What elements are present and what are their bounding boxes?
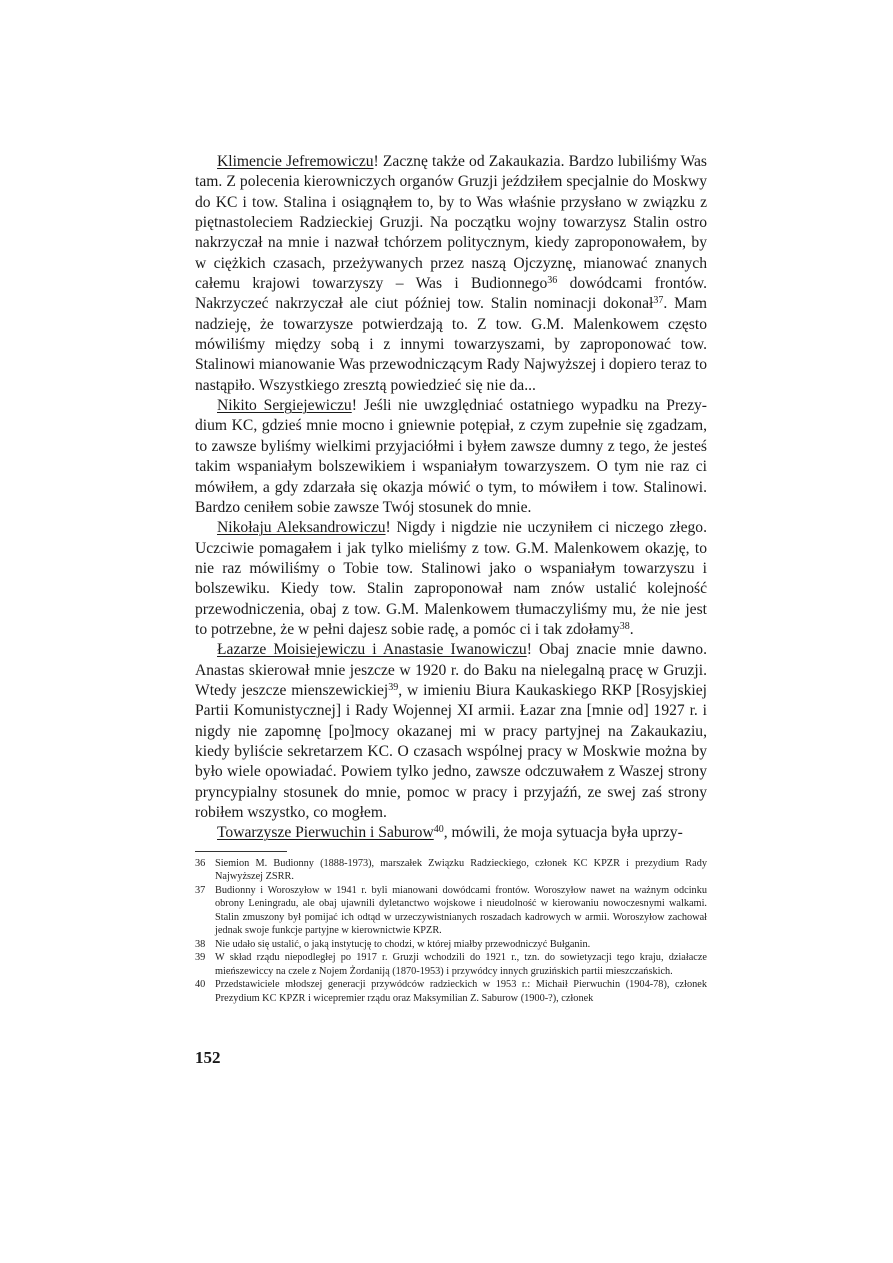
paragraph-khrushchev [195, 396, 707, 518]
paragraph-pervukhin-saburov [195, 823, 707, 843]
footnote-ref[interactable]: 37 [653, 295, 664, 307]
paragraph-text: dowódcami frontów. Nakrzyczeć nakrzyczał ale ciut później tow. Stalin nominacji dokonał [195, 275, 707, 313]
footnote-number: 39 [195, 952, 206, 964]
page-number: 152 [195, 1048, 221, 1067]
footnote-38 [195, 938, 707, 952]
footnote-text: Siemion M. Budionny (1888-1973), marszałek Związku Radzieckiego, członek KC KPZR i prezydium Rady Najwyższej ZSRR. [215, 857, 707, 883]
paragraph-bulganin [195, 518, 707, 640]
footnote-ref[interactable]: 36 [547, 275, 558, 287]
page-body [195, 152, 707, 1005]
paragraph-text: , mówili, że moja sytuacja była uprzy- [443, 824, 683, 842]
paragraph-voroshilov [195, 152, 707, 396]
footnote-ref[interactable]: 40 [433, 824, 444, 836]
paragraph-text: ! Obaj znacie mnie dawno. Anastas skierował mnie jeszcze w 1920 r. do Baku na nielegalną pracę w Gruzji. Wtedy jeszcze mienszewickiej [195, 641, 707, 699]
footnote-40 [195, 978, 707, 1005]
paragraph-text: ! Nigdy i nigdzie nie uczyniłem ci niczego złego. Uczciwie pomagałem i jak tylko mieliśmy z tow. G.M. Malenkowem okazję, to nie raz mówiliśmy o Tobie tow. Stalinowi jako o wspaniałym towarzyszu i bolszewiku. Kiedy tow. Stalin zaproponował nam znów ustalić kolejność przewodniczenia, obaj z tow. G.M. Malenkowem tłumaczyliśmy mu, że nie jest to potrzebne, że w pełni dajesz sobie radę, a pomóc ci i tak zdołamy [195, 519, 707, 638]
paragraph-text: . Mam nadzieję, że towarzysze potwierdzają to. Z tow. G.M. Malenkowem często mówiliśmy między sobą i z innymi towarzyszami, by zaproponować tow. Stalinowi mianowanie Was przewodniczącym Rady Najwyższej i dopiero teraz to nastąpiło. Wszystkiego zresztą powiedzieć się nie da... [195, 295, 707, 394]
paragraph-text: ! Jeśli nie uwzględniać ostatniego wypadku na Prezydium KC, gdzieś mnie mocno i gniewnie potępiał, z czym zupełnie się zgadzam, to zawsze byliśmy wielkimi przyjaciółmi i byłem zawsze dumny z tego, że jesteś takim wspaniałym bolszewikiem i wspaniałym towarzyszem. O tym nie raz ci mówiłem, a gdy zdarzała się okazja mówić o tym, to mówiłem i tow. Stalinowi. Bardzo ceniłem sobie zawsze Twój stosunek do mnie. [195, 397, 707, 516]
footnote-text: Nie udało się ustalić, o jaką instytucję to chodzi, w której miałby przewodniczyć Bułganin. [215, 938, 591, 950]
addressee-name: Nikito Sergiejewiczu [217, 397, 352, 415]
footnote-ref[interactable]: 39 [388, 681, 399, 693]
addressee-name: Klimencie Jefremowiczu [217, 153, 374, 170]
paragraph-text: , w imieniu Biura Kaukaskiego RKP [Rosyjskiej Partii Komunistycznej] i Rady Wojennej XI armii. Łazar zna [mnie od] 1927 r. i nigdy nie zapomnę [po]mocy okazanej mi w pracy partyjnej na Zakaukaziu, kiedy byliście sekretarzem KC. O czasach wspólnej pracy w Moskwie można by było wiele opowiadać. Powiem tylko jedno, zawsze odczuwałem z Waszej strony pryncypialny stosunek do mnie, pomoc w pracy i przyjaźń, ze swej zaś strony robiłem wszystko, co mogłem. [195, 681, 708, 821]
footnote-39 [195, 951, 707, 978]
footnote-36 [195, 857, 707, 884]
footnote-text: Budionny i Woroszyłow w 1941 r. byli mianowani dowódcami frontów. Woroszyłow nawet na ważnym odcinku obrony Leningradu, ale obaj ujawnili dyletanctwo wojskowe i nieudolność w kierowaniu nowoczesnymi walkami. Stalin zmuszony był pomijać ich odtąd w urzeczywistnianych roszadach kadrowych w armii. Woroszyłow zachował jednak swoje funkcje partyjne w kierownictwie KPZR. [215, 884, 707, 937]
paragraph-text: ! Zacznę także od Zakaukazia. Bardzo lubiliśmy Was tam. Z polecenia kierowniczych organów Gruzji jeździłem specjalnie do Moskwy do KC i tow. Stalina i osiągnąłem to, by to Was właśnie przysłano w związku z piętnastoleciem Radzieckiej Gruzji. Na początku wojny towarzysz Stalin ostro nakrzyczał na mnie i nazwał tchórzem politycznym, kiedy zaproponowałem, by w ciężkich czasach, przeżywanych przez naszą Ojczyznę, mianować znanych całemu krajowi towarzyszy – Was i Budionnego [195, 153, 708, 293]
footnote-text: Przedstawiciele młodszej generacji przywódców radzieckich w 1953 r.: Michaił Pierwuchin (1904-78), członek Prezydium KC KPZR i wicepremier rządu oraz Maksymilian Z. Saburow (1900-?), członek [215, 979, 707, 1004]
footnote-number: 38 [195, 938, 206, 950]
paragraph-text: . [629, 620, 634, 638]
addressee-name: Nikołaju Aleksandrowiczu [217, 519, 386, 537]
addressee-name: Towarzysze Pierwuchin i Saburow [217, 824, 434, 842]
footnote-number: 36 [195, 857, 206, 869]
footnote-separator [195, 851, 287, 852]
footnote-37 [195, 884, 707, 938]
footnote-text: W skład rządu niepodległej po 1917 r. Gruzji wchodzili do 1921 r., tzn. do sowietyzacji tego kraju, działacze mieńszewiccy na czele z Nojem Żordaniją (1870-1953) i przywódcy innych gruzińskich partii mieszczańskich. [215, 952, 707, 977]
paragraph-kaganovich-mikoyan [195, 640, 707, 823]
footnote-number: 37 [195, 884, 206, 896]
footnotes [195, 857, 707, 1006]
footnote-ref[interactable]: 38 [619, 620, 630, 632]
addressee-name: Łazarze Moisiejewiczu i Anastasie Iwanowiczu [217, 641, 527, 659]
footnote-number: 40 [195, 979, 206, 991]
